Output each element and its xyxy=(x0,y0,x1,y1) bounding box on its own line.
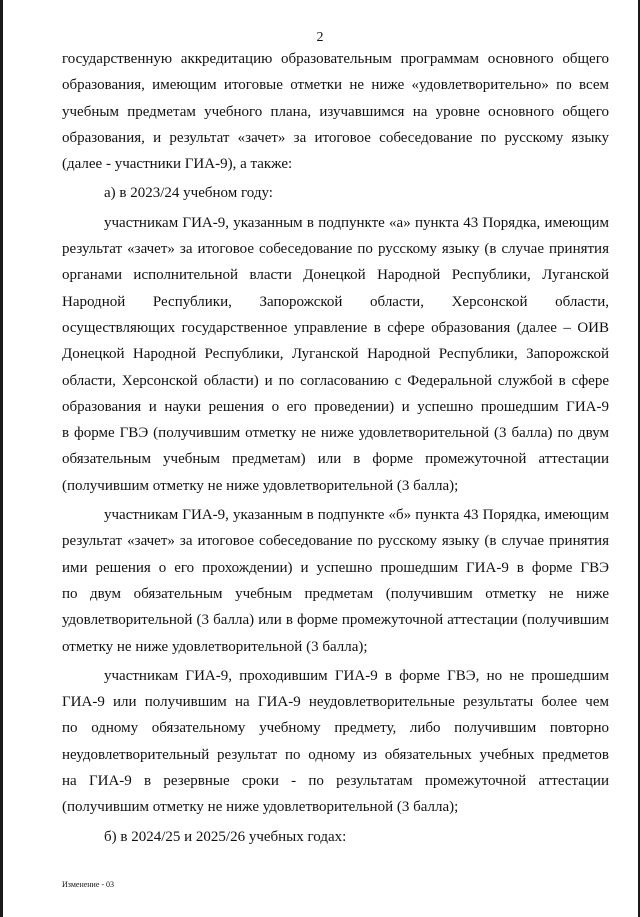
footer-note: Изменение - 03 xyxy=(62,880,115,889)
text-line: осуществляющих государственное управление в сфере образования (далее – ОИВ xyxy=(62,319,609,336)
text-line: по двум обязательным учебным предметам (получившим отметку не ниже xyxy=(62,585,609,602)
text-line: ГИА-9 или получившим на ГИА-9 неудовлетворительные результаты более чем xyxy=(62,694,609,711)
paragraph xyxy=(62,210,609,499)
paragraph xyxy=(62,824,609,850)
subitem-heading: б) в 2024/25 и 2025/26 учебных годах: xyxy=(104,828,347,845)
paragraph xyxy=(62,502,609,660)
text-line: образования и науки решения о его проведении) и успешно прошедшим ГИА-9 xyxy=(62,398,609,415)
text-line: результат «зачет» за итоговое собеседование по русскому языку (в случае принятия xyxy=(62,533,609,550)
text-line: области, Херсонской области) и по согласованию с Федеральной службой в сфере xyxy=(62,372,609,389)
text-line: ими решения о его прохождении) и успешно прошедшим ГИА-9 в форме ГВЭ xyxy=(62,559,609,576)
paragraph xyxy=(62,663,609,821)
text-line: органами исполнительной власти Донецкой Народной Республики, Луганской xyxy=(62,267,609,284)
text-line: отметку не ниже удовлетворительной (3 балла); xyxy=(62,638,368,655)
text-line: учебным предметам учебного плана, изучавшимся на уровне основного общего xyxy=(62,103,609,120)
text-line: участникам ГИА-9, проходившим ГИА-9 в форме ГВЭ, но не прошедшим xyxy=(104,667,609,684)
text-line: Народной Республики, Запорожской области, Херсонской области, xyxy=(62,293,609,310)
paragraph xyxy=(62,46,609,177)
text-line: Донецкой Народной Республики, Луганской Народной Республики, Запорожской xyxy=(62,346,609,363)
document-body xyxy=(62,46,609,850)
paragraph xyxy=(62,180,609,206)
text-line: государственную аккредитацию образовательным программам основного общего xyxy=(62,51,609,67)
text-line: удовлетворительной (3 балла) или в форме промежуточной аттестации (получившим xyxy=(62,612,609,629)
subitem-heading: а) в 2023/24 учебном году: xyxy=(104,185,273,202)
text-line: (далее - участники ГИА-9), а также: xyxy=(62,156,293,173)
text-line: обязательным учебным предметам) или в форме промежуточной аттестации xyxy=(62,451,609,468)
text-line: образования, имеющим итоговые отметки не ниже «удовлетворительно» по всем xyxy=(62,77,609,94)
text-line: на ГИА-9 в резервные сроки - по результатам промежуточной аттестации xyxy=(62,773,609,790)
text-line: по одному обязательному учебному предмету, либо получившим повторно xyxy=(62,720,609,737)
text-line: результат «зачет» за итоговое собеседование по русскому языку (в случае принятия xyxy=(62,241,609,258)
text-line: в форме ГВЭ (получившим отметку не ниже удовлетворительной (3 балла) по двум xyxy=(62,425,609,442)
text-line: (получившим отметку не ниже удовлетворительной (3 балла); xyxy=(62,799,459,816)
text-line: участникам ГИА-9, указанным в подпункте «а» пункта 43 Порядка, имеющим xyxy=(104,214,609,231)
text-line: участникам ГИА-9, указанным в подпункте «б» пункта 43 Порядка, имеющим xyxy=(104,507,609,524)
text-line: неудовлетворительный результат по одному из обязательных учебных предметов xyxy=(62,746,609,763)
text-line: (получившим отметку не ниже удовлетворительной (3 балла); xyxy=(62,477,459,494)
scan-border-left xyxy=(0,0,3,917)
page-number: 2 xyxy=(316,30,324,45)
text-line: образования, и результат «зачет» за итоговое собеседование по русскому языку xyxy=(62,129,609,146)
